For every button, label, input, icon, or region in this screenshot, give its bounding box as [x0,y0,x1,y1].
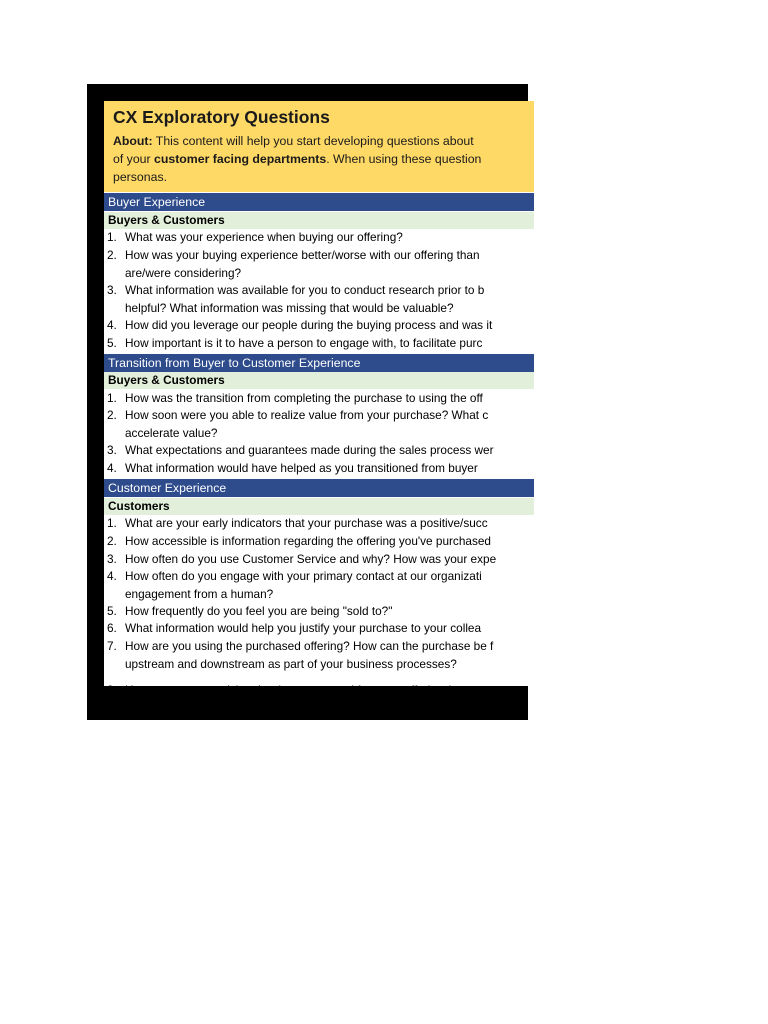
question-line: How was your buying experience better/worse with our offering than [125,248,480,262]
about-line-2-post: . When using these question [326,152,482,166]
question-text [125,682,725,700]
question-text [125,282,725,317]
worksheet [104,101,534,697]
question-line: helpful? What information was missing that would be valuable? [125,300,454,315]
question-row [104,282,534,317]
question-number: 1. [107,391,117,405]
about-text [113,132,633,186]
question-number: 2. [107,408,117,422]
question-line: What was your experience when buying our offering? [125,230,403,244]
question-text [125,390,725,408]
question-number: 5. [107,604,117,618]
question-line: How was the transition from completing the purchase to using the off [125,391,483,405]
question-number: 2. [107,248,117,262]
question-line: What are your early indicators that your purchase was a positive/succ [125,516,488,530]
question-row [104,568,534,603]
question-line: What information was available for you to conduct research prior to b [125,283,485,297]
subsection-header: Buyers & Customers [104,372,534,389]
question-line: What information would have helped as you transitioned from buyer [125,461,478,475]
question-text [125,335,725,353]
question-line: How accessible is information regarding the offering you've purchased [125,534,491,548]
document-frame [87,84,528,720]
question-number: 1. [107,516,117,530]
subsection-header: Buyers & Customers [104,212,534,229]
section-header-transition: Transition from Buyer to Customer Experience [104,354,534,372]
question-text [125,568,725,603]
header-banner [104,101,534,192]
question-number: 1. [107,230,117,244]
question-text [125,247,725,282]
question-number: 5. [107,336,117,350]
question-text [125,551,725,569]
question-row [104,317,534,335]
question-text [125,603,725,621]
question-text [125,407,725,442]
question-text [125,460,725,478]
question-text [125,533,725,551]
question-text [125,638,725,673]
page-title: CX Exploratory Questions [113,107,330,127]
question-line: engagement from a human? [125,586,274,601]
question-line: How frequently do you feel you are being "sold to?" [125,604,393,618]
question-line: How important is it to have a person to engage with, to facilitate purc [125,336,483,350]
question-number: 3. [107,552,117,566]
question-number: 3. [107,443,117,457]
question-number: 2. [107,534,117,548]
question-line: are/were considering? [125,265,242,280]
question-line: How soon were you able to realize value from your purchase? What c [125,408,489,422]
question-number: 4. [107,569,117,583]
question-line: What information would help you justify your purchase to your collea [125,621,482,635]
question-text [125,229,725,247]
question-row [104,551,534,569]
question-row [104,407,534,442]
question-number: 8. [107,683,117,697]
question-line: How did you leverage our people during the buying process and was it [125,318,493,332]
section-header-customer-experience: Customer Experience [104,479,534,497]
question-row [104,247,534,282]
about-label: About: [113,134,153,148]
about-line-1-rest: This content will help you start developing questions about [152,134,474,148]
about-line-2-bold: customer facing departments [154,152,327,166]
question-number: 6. [107,621,117,635]
question-number: 3. [107,283,117,297]
question-line: How often do you use Customer Service and why? How was your expe [125,552,497,566]
question-row [104,533,534,551]
question-line: How are you monetizing the data generated from our offering (assum [125,683,486,697]
about-line-1 [113,132,633,150]
question-number: 4. [107,461,117,475]
question-row [104,335,534,353]
question-row [104,460,534,478]
question-line: accelerate value? [125,425,218,440]
question-line: upstream and downstream as part of your business processes? [125,656,457,671]
question-line: How often do you engage with your primary contact at our organizati [125,569,482,583]
about-line-2 [113,150,633,168]
question-text [125,515,725,533]
question-number: 7. [107,639,117,653]
question-row [104,229,534,247]
question-row [104,390,534,408]
question-text [125,317,725,335]
question-row [104,682,534,700]
question-row [104,638,534,673]
about-line-3: personas. [113,170,168,184]
question-line: What expectations and guarantees made during the sales process wer [125,443,494,457]
question-row [104,442,534,460]
question-row [104,620,534,638]
question-line: How are you using the purchased offering? How can the purchase be f [125,639,494,653]
question-text [125,442,725,460]
section-header-buyer-experience: Buyer Experience [104,193,534,211]
question-row [104,603,534,621]
question-row [104,515,534,533]
subsection-header: Customers [104,498,534,515]
question-number: 4. [107,318,117,332]
about-line-2-pre: of your [113,152,155,166]
question-text [125,620,725,638]
